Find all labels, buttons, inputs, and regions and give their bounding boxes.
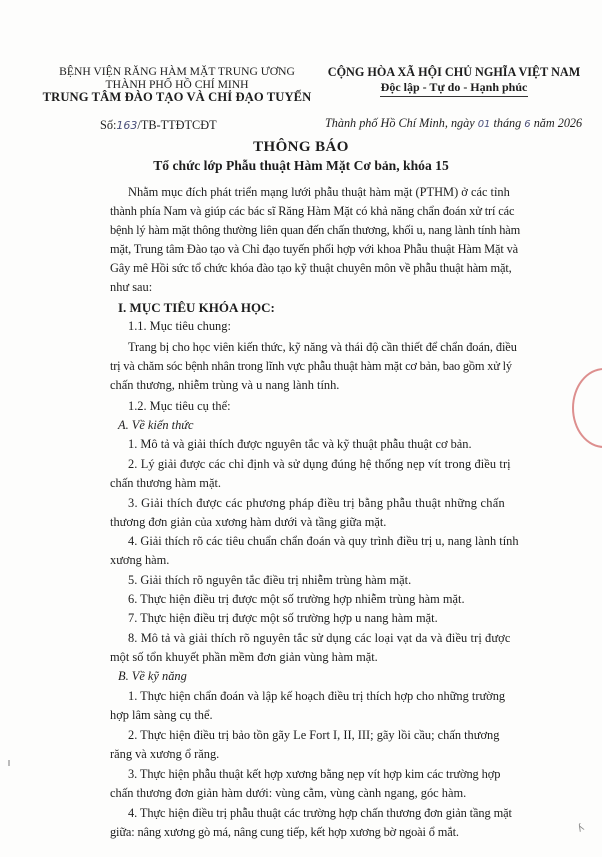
margin-mark — [8, 760, 10, 766]
list-item-cont: xương hàm. — [110, 553, 170, 567]
goal-line: Trang bị cho học viên kiến thức, kỹ năng và thái độ cần thiết để chẩn đoán, điều — [128, 340, 517, 354]
list-item: 4. Giải thích rõ các tiêu chuẩn chẩn đoán và quy trình điều trị u, nang lành tính — [128, 534, 519, 548]
section-heading: I. MỤC TIÊU KHÓA HỌC: — [118, 300, 275, 315]
list-item-cont: giữa: nâng xương gò má, nâng cung tiếp, kết hợp xương bờ ngoài ổ mắt. — [110, 825, 459, 839]
list-item-cont: chấn thương hàm mặt. — [110, 476, 221, 490]
place-date: Thành phố Hồ Chí Minh, ngày 01 tháng 6 năm 2026 — [325, 116, 583, 130]
intro-line: mặt, Trung tâm Đào tạo và Chỉ đạo tuyến phối hợp với khoa Phẫu thuật Hàm Mặt và — [110, 242, 519, 256]
document-subtitle: Tổ chức lớp Phẫu thuật Hàm Mặt Cơ bản, khóa 15 — [153, 158, 449, 173]
subsection-label: 1.2. Mục tiêu cụ thể: — [128, 399, 231, 413]
subsection-label: 1.1. Mục tiêu chung: — [128, 319, 231, 333]
goal-line: chấn thương, nhiễm trùng và u nang lành tính. — [110, 378, 340, 392]
document-number: Số:163/TB-TTĐTCĐT — [100, 118, 217, 132]
list-item-cont: thương đơn giản của xương hàm dưới và tầng giữa mặt. — [110, 515, 387, 529]
issuer-center: TRUNG TÂM ĐÀO TẠO VÀ CHỈ ĐẠO TUYẾN — [42, 90, 312, 104]
handwritten-number: 163 — [116, 119, 138, 132]
list-item: 1. Mô tả và giải thích được nguyên tắc và kỹ thuật phẫu thuật cơ bản. — [128, 437, 472, 451]
list-item-cont: một số tổn khuyết phần mềm đơn giản vùng hàm mặt. — [110, 650, 378, 664]
intro-line: Gây mê Hồi sức tổ chức khóa đào tạo kỹ thuật chuyên môn về phẫu thuật hàm mặt, — [110, 261, 512, 275]
list-item-cont: răng và xương ổ răng. — [110, 747, 220, 761]
goal-line: trị và chăm sóc bệnh nhân trong lĩnh vực phẫu thuật hàm mặt cơ bản, bao gồm xử lý — [110, 359, 512, 373]
national-header — [316, 65, 592, 97]
issuer-block — [36, 65, 318, 104]
handwritten-month: 6 — [524, 119, 531, 130]
motto-underline — [380, 96, 528, 97]
list-item: 3. Thực hiện phẫu thuật kết hợp xương bằng nẹp vít hợp kim các trường hợp — [128, 767, 501, 781]
corner-scribble: ʎ — [575, 822, 587, 835]
list-item: 4. Thực hiện điều trị phẫu thuật các trường hợp chấn thương đơn giản tầng mặt — [128, 806, 512, 820]
list-item: 1. Thực hiện chẩn đoán và lập kế hoạch điều trị thích hợp cho những trường — [128, 689, 506, 703]
intro-line: như sau: — [110, 280, 153, 294]
red-stamp-fragment — [572, 368, 602, 448]
intro-line: thành phía Nam và giúp các bác sĩ Răng Hàm Mặt có khả năng chẩn đoán xử trí các — [110, 204, 515, 218]
national-title: CỘNG HÒA XÃ HỘI CHỦ NGHĨA VIỆT NAM — [327, 65, 581, 79]
list-item: 2. Lý giải được các chỉ định và sử dụng đúng hệ thống nẹp vít trong điều trị — [128, 457, 511, 471]
list-item: 6. Thực hiện điều trị được một số trường hợp nhiễm trùng hàm mặt. — [128, 592, 465, 606]
national-motto: Độc lập - Tự do - Hạnh phúc — [380, 80, 528, 94]
handwritten-day: 01 — [477, 119, 491, 130]
list-item-cont: chấn thương đơn giản hàm dưới: vùng cằm, vùng cành ngang, góc hàm. — [110, 786, 467, 800]
intro-line: Nhằm mục đích phát triển mạng lưới phẫu thuật hàm mặt (PTHM) ở các tỉnh — [128, 185, 510, 199]
list-item: 3. Giải thích được các phương pháp điều trị bằng phẫu thuật những chấn — [128, 496, 505, 510]
issuer-city: THÀNH PHỐ HỒ CHÍ MINH — [105, 78, 249, 91]
document-title: THÔNG BÁO — [253, 139, 349, 155]
issuer-hospital: BỆNH VIỆN RĂNG HÀM MẶT TRUNG ƯƠNG — [59, 65, 295, 78]
list-item: 2. Thực hiện điều trị bảo tồn gãy Le Fort I, II, III; gãy lồi cầu; chấn thương — [128, 728, 500, 742]
knowledge-label: A. Về kiến thức — [118, 418, 194, 432]
list-item: 8. Mô tả và giải thích rõ nguyên tắc sử dụng các loại vạt da và điều trị được — [128, 631, 511, 645]
list-item-cont: hợp lâm sàng cụ thể. — [110, 708, 213, 722]
skills-label: B. Về kỹ năng — [118, 669, 187, 683]
list-item: 7. Thực hiện điều trị được một số trường hợp u nang hàm mặt. — [128, 611, 438, 625]
intro-line: bệnh lý hàm mặt thông thường liên quan đến chấn thương, khối u, nang lành tính hàm — [110, 223, 521, 237]
list-item: 5. Giải thích rõ nguyên tắc điều trị nhiễm trùng hàm mặt. — [128, 573, 412, 587]
